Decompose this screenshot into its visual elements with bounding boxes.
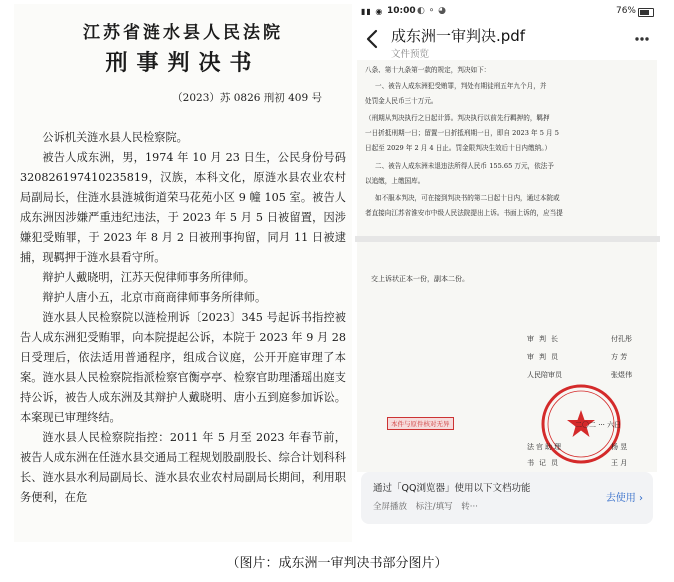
pdf-text-line: 二、被告人成东洲未退违法所得人民币 155.65 万元，依法予: [375, 162, 554, 170]
signature-name: 付孔彤: [611, 335, 632, 343]
use-now-button[interactable]: 去使用 ›: [605, 493, 643, 504]
battery-icon: [638, 8, 654, 17]
signature-role: 法官助理: [527, 443, 563, 451]
pdf-text-line: 日起至 2029 年 2 月 4 日止。罚金限判决生效后十日内缴纳。）: [365, 144, 552, 152]
signature-name: 张煜伟: [611, 371, 632, 379]
body-paragraph: 公诉机关涟水县人民检察院。: [42, 131, 188, 144]
status-time: 10:00: [387, 6, 416, 16]
court-name: 江苏省涟水县人民法院: [83, 23, 283, 43]
phone-pdf-preview: [355, 4, 660, 539]
banner-text: 通过「QQ浏览器」使用以下文档功能: [373, 483, 531, 494]
pdf-text-line: 者直接向江苏省淮安市中级人民法院提出上诉。书面上诉的，应当提: [365, 209, 563, 217]
back-chevron-icon[interactable]: [365, 29, 379, 49]
pdf-text-line: 处罚金人民币三十万元。: [365, 97, 438, 105]
notification-icons: ◐ ⚬ ◕: [417, 6, 446, 16]
case-number: （2023）苏 0826 刑初 409 号: [172, 92, 322, 104]
pdf-text-line: 一日折抵刑期一日；留置一日折抵刑期一日，即自 2023 年 5 月 5: [365, 129, 559, 137]
signal-icons: ▮▮ ◉: [361, 7, 384, 16]
pdf-page-1[interactable]: [357, 60, 657, 236]
body-paragraph: 涟水县人民检察院以涟检刑诉〔2023〕345 号起诉书指控被告人成东洲犯受贿罪，向本院提起公诉，本院于 2023 年 9 月 28 日受理后，依法适用普通程序，组成合议庭，公开开庭审理了本案。涟水县人民检察院指派检察官衡亭亭、检察官助理潘瑶出庭支持公诉，被告人成东洲及其辩护人戴晓明、唐小五到庭参加诉讼。本案现已审理终结。: [20, 311, 346, 424]
annotate-option[interactable]: 标注/填写: [415, 502, 453, 512]
body-paragraph: 涟水县人民检察院指控：2011 年 5 月至 2023 年春节前，被告人成东洲在任涟水县交通局工程规划股副股长、综合计划科科长、涟水县水利局副局长、涟水县农业农村局副局长期间，利用职务便利，在危: [20, 431, 346, 504]
fullscreen-option[interactable]: 全屏播放: [373, 502, 408, 512]
document-type-title: 刑事判决书: [105, 50, 261, 76]
signature-role: 书记员: [527, 459, 563, 467]
signature-role: 人民陪审员: [527, 371, 562, 379]
signature-name: 方 芳: [611, 353, 628, 361]
file-subtitle: 文件预览: [391, 49, 430, 60]
status-bar: [355, 4, 660, 20]
file-title: 成东洲一审判决.pdf: [391, 27, 526, 45]
judgment-first-page: [14, 4, 352, 542]
signature-name: 王 月: [611, 459, 628, 467]
convert-option[interactable]: 转···: [461, 502, 478, 512]
figure-caption: （图片：成东洲一审判决书部分图片）: [226, 556, 448, 571]
pdf-text-line: 如不服本判决，可在接到判决书的第二日起十日内，通过本院或: [375, 194, 560, 202]
pdf-text-line: （刑期从判决执行之日起计算。判决执行以前先行羁押的，羁押: [365, 114, 550, 122]
app-header: [355, 20, 660, 60]
pdf-text-line: 八条、第十九条第一款的规定，判决如下：: [365, 66, 491, 74]
judgment-date: 二〇二 ··· 六日: [575, 421, 622, 429]
pdf-text-line: 交上诉状正本一份，副本二份。: [371, 275, 469, 283]
pdf-text-line: 以追缴，上缴国库。: [365, 177, 425, 185]
signature-role: 审判员: [527, 353, 563, 361]
signature-name: 杨 昱: [611, 443, 628, 451]
more-dots-icon[interactable]: [634, 32, 650, 46]
signature-role: 审判长: [527, 335, 563, 343]
verification-stamp: 本件与原件核对无异: [387, 417, 454, 430]
body-paragraph: 被告人成东洲，男，1974 年 10 月 23 日生，公民身份号码 320826197410235819，汉族，本科文化，原涟水县农业农村局副局长，住涟水县涟城街道荣马花苑小区 9 幢 105 室。被告人成东洲因涉嫌严重违纪违法，于 2023 年 5 月 5 日被留置，因涉嫌犯受贿罪，于 2023 年 8 月 2 日被刑事拘留，同月 11 日被逮捕，现羁押于涟水县看守所。: [20, 151, 346, 264]
pdf-text-line: 一、被告人成东洲犯受贿罪，判处有期徒刑五年九个月，并: [375, 82, 547, 90]
banner-options: [373, 500, 484, 512]
body-paragraph: 辩护人戴晓明，江苏天倪律师事务所律师。: [42, 271, 255, 284]
judgment-body: [20, 128, 346, 508]
pdf-page-2[interactable]: [357, 242, 657, 472]
qq-browser-banner[interactable]: [361, 472, 653, 524]
battery-percent: 76%: [615, 6, 636, 16]
body-paragraph: 辩护人唐小五，北京市商商律师事务所律师。: [42, 291, 267, 304]
